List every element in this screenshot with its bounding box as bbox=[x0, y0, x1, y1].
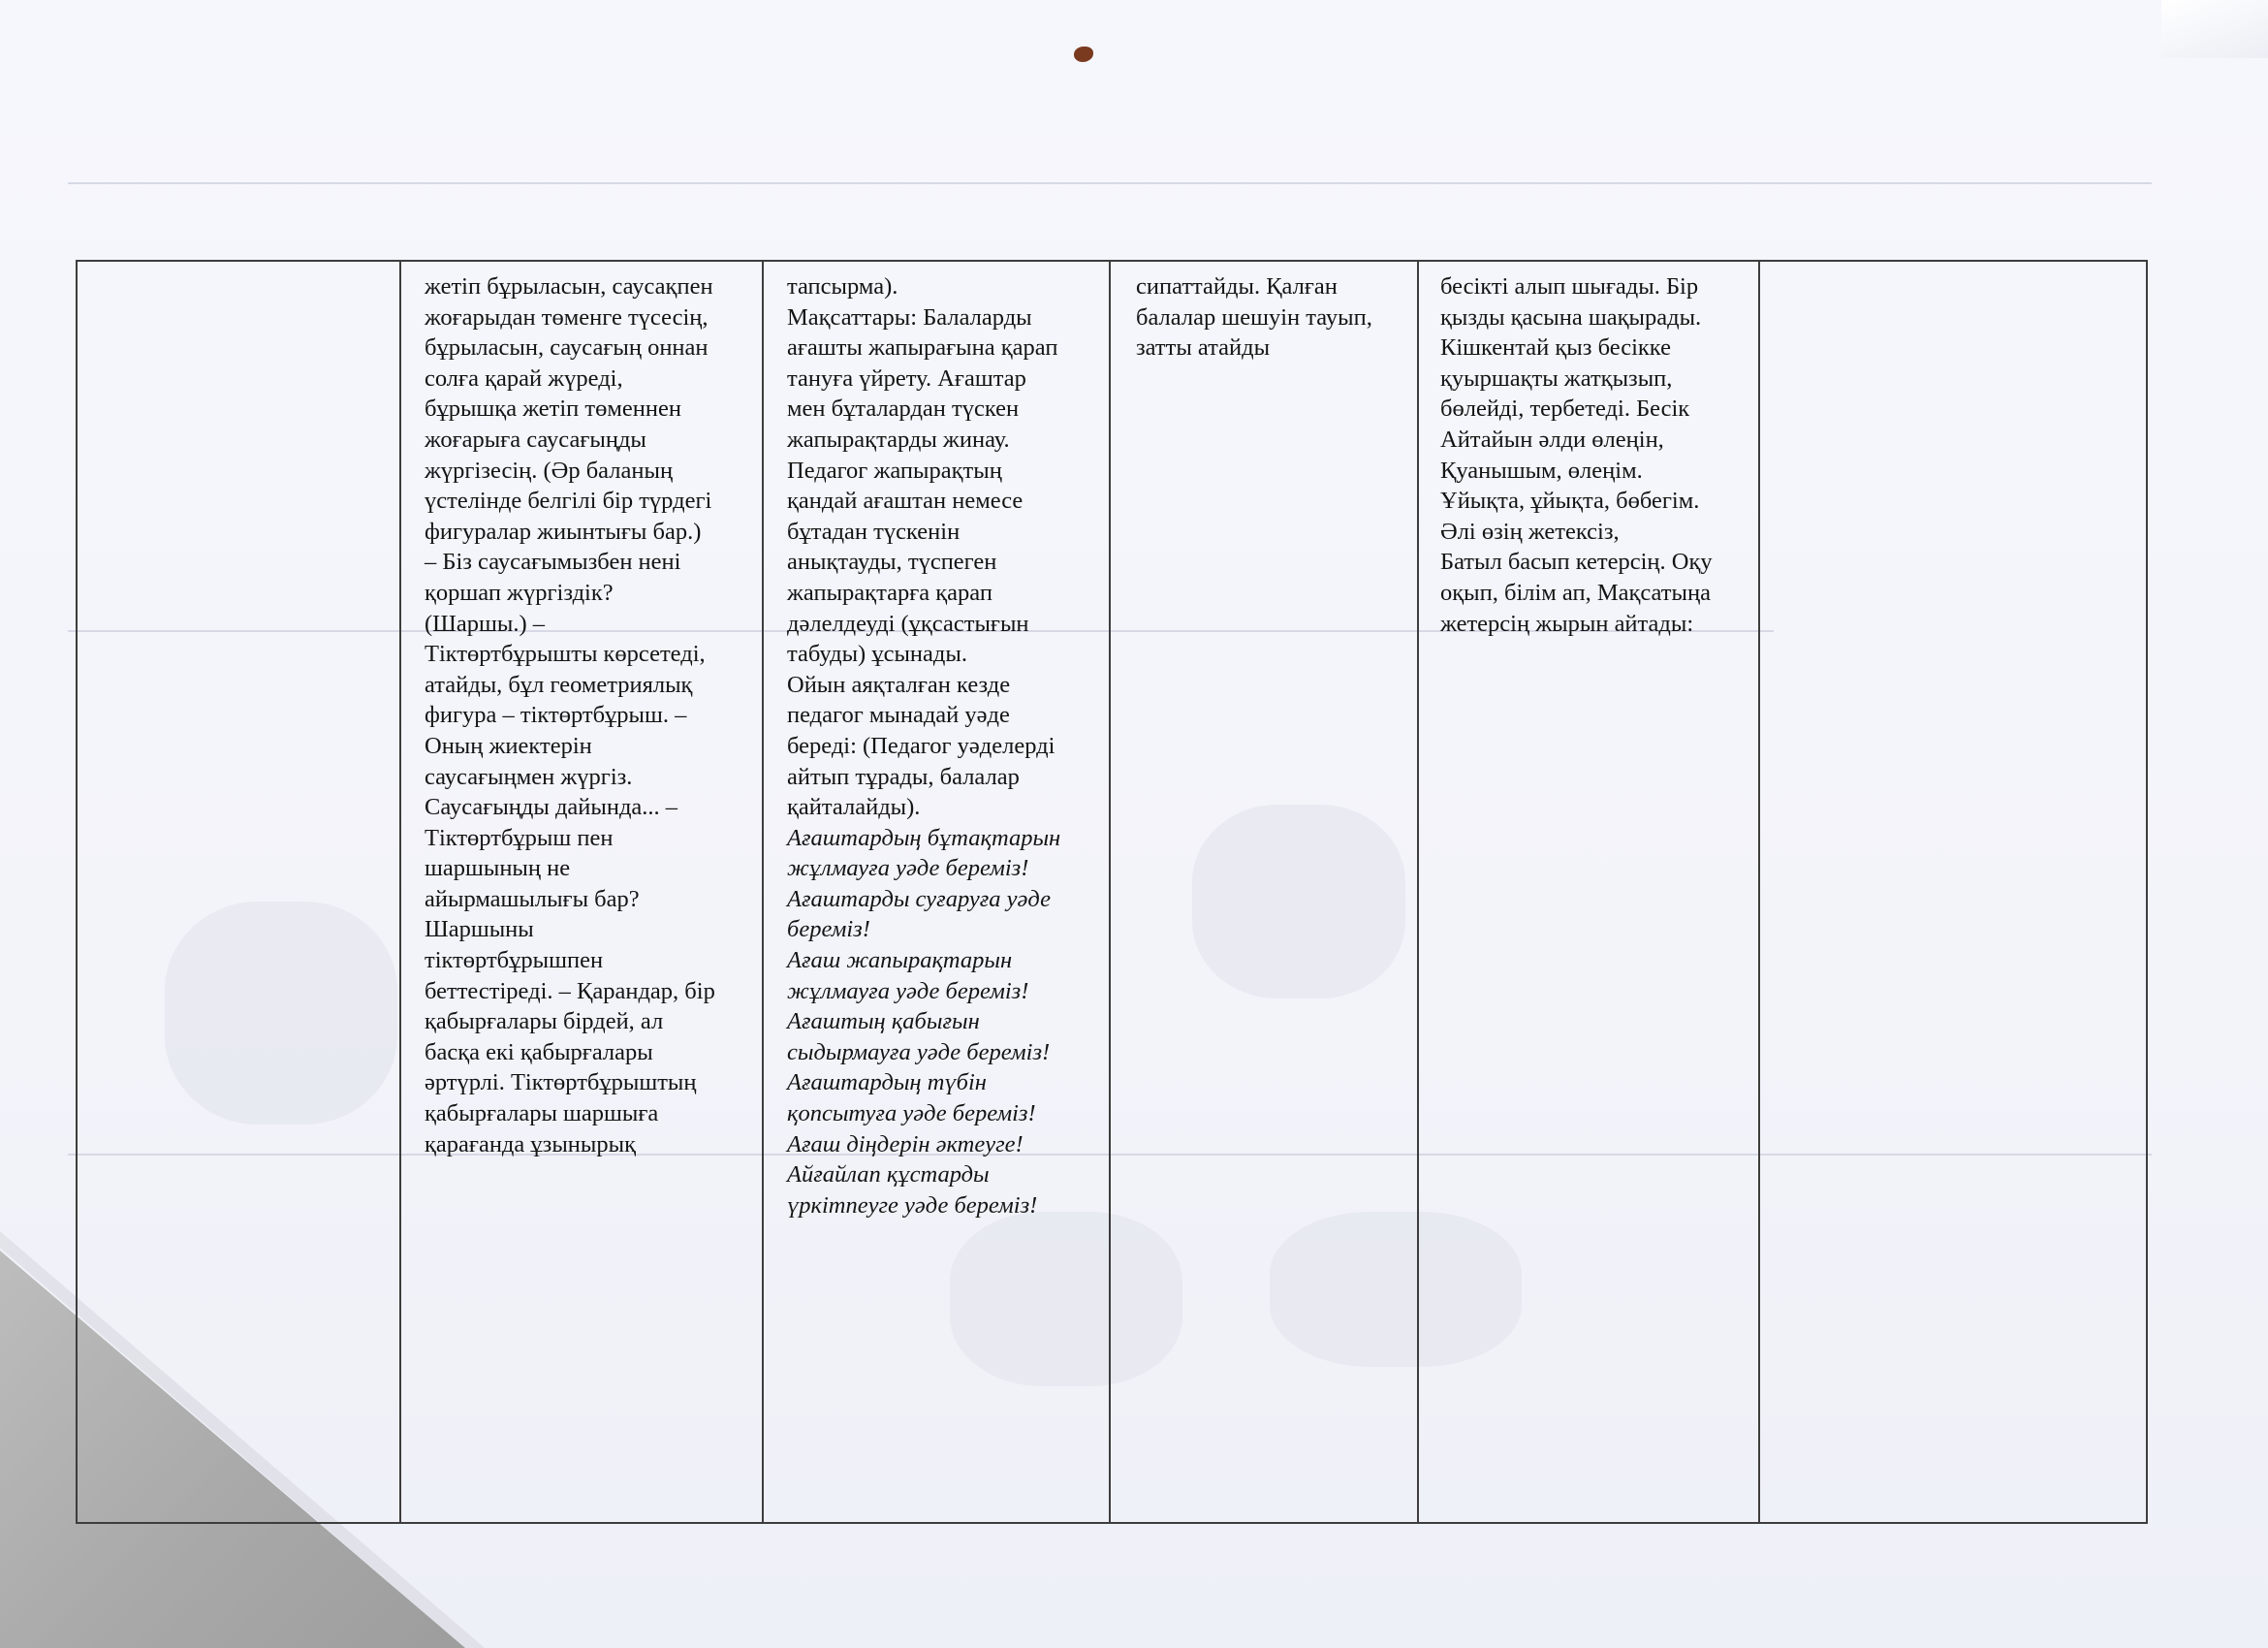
text-line: жоғарыдан төменге түсесің, bbox=[425, 303, 709, 331]
text-line: атайды, бұл геометриялық bbox=[425, 671, 693, 698]
text-line: балалар шешуін тауып, bbox=[1136, 303, 1372, 331]
text-line: бесікті алып шығады. Бір bbox=[1440, 273, 1699, 300]
text-line: үстелінде белгілі бір түрдегі bbox=[425, 488, 712, 515]
text-line: бөлейді, тербетеді. Бесік bbox=[1440, 396, 1690, 423]
column-divider bbox=[399, 260, 401, 1524]
bleed-line bbox=[68, 182, 2152, 184]
text-line: тануға үйрету. Ағаштар bbox=[787, 364, 1026, 392]
text-line: жоғарыға саусағыңды bbox=[425, 426, 646, 453]
text-line: шаршының не bbox=[425, 855, 571, 882]
text-line: жүргізесің. (Әр баланың bbox=[425, 457, 674, 484]
text-line: (Шаршы.) – bbox=[425, 610, 545, 637]
table-cell-lullaby bbox=[1440, 271, 1770, 639]
promise-line: сыдырмауға уәде береміз! bbox=[787, 1038, 1051, 1065]
text-line: Саусағыңды дайында... – bbox=[425, 794, 678, 821]
text-line: қандай ағаштан немесе bbox=[787, 488, 1024, 515]
text-line: табуды) ұсынады. bbox=[787, 641, 967, 668]
text-line: айырмашылығы бар? bbox=[425, 885, 640, 912]
text-line: Айтайын әлди өлеңін, bbox=[1440, 426, 1664, 453]
text-line: сипаттайды. Қалған bbox=[1136, 273, 1338, 300]
text-line: мен бұталардан түскен bbox=[787, 396, 1020, 423]
text-line: бұтадан түскенін bbox=[787, 518, 961, 545]
ink-stain bbox=[1074, 47, 1093, 62]
text-line: тіктөртбұрышпен bbox=[425, 947, 604, 974]
text-line: әртүрлі. Тіктөртбұрыштың bbox=[425, 1069, 697, 1096]
text-line: жетерсің жырын айтады: bbox=[1440, 610, 1694, 637]
text-line: ағашты жапырағына қарап bbox=[787, 334, 1058, 362]
table-cell-leaf-game bbox=[787, 271, 1117, 1220]
text-line: Ұйықта, ұйықта, бөбегім. bbox=[1440, 488, 1700, 515]
text-line: бұрыласын, саусағың оннан bbox=[425, 334, 709, 362]
text-line: Кішкентай қыз бесікке bbox=[1440, 334, 1671, 362]
text-line: беттестіреді. – Қарандар, бір bbox=[425, 977, 715, 1004]
text-line: бұрышқа жетіп төменнен bbox=[425, 396, 681, 423]
text-line: жапырақтарға қарап bbox=[787, 579, 992, 606]
text-line: фигура – тіктөртбұрыш. – bbox=[425, 702, 687, 729]
text-line: Шаршыны bbox=[425, 916, 534, 943]
promise-line: Ағаштардың бұтақтарын bbox=[787, 824, 1061, 851]
text-line: айтып тұрады, балалар bbox=[787, 763, 1020, 790]
text-line: Қуанышым, өлеңім. bbox=[1440, 457, 1643, 484]
text-line: дәлелдеуді (ұқсастығын bbox=[787, 610, 1029, 637]
text-line: – Біз саусағымызбен нені bbox=[425, 549, 681, 576]
text-line: анықтауды, түспеген bbox=[787, 549, 997, 576]
text-line: жапырақтарды жинау. bbox=[787, 426, 1010, 453]
text-line: басқа екі қабырғалары bbox=[425, 1038, 653, 1065]
table-cell-shape-activity bbox=[425, 271, 764, 1159]
text-line: затты атайды bbox=[1136, 334, 1271, 362]
text-line: тапсырма). bbox=[787, 273, 898, 300]
text-line: Батыл басып кетерсің. Оқу bbox=[1440, 549, 1713, 576]
promise-line: Ағаш діңдерін әктеуге! bbox=[787, 1130, 1024, 1157]
promise-line: жұлмауға уәде береміз! bbox=[787, 977, 1029, 1004]
promise-line: Ағаштарды суғаруға уәде bbox=[787, 885, 1051, 912]
text-line: жетіп бұрыласын, саусақпен bbox=[425, 273, 713, 300]
text-line: педагог мынадай уәде bbox=[787, 702, 1010, 729]
text-line: Мақсаттары: Балаларды bbox=[787, 303, 1032, 331]
page-corner-top bbox=[2161, 0, 2268, 58]
text-line: Тіктөртбұрышты көрсетеді, bbox=[425, 641, 706, 668]
promise-line: Ағаш жапырақтарын bbox=[787, 947, 1013, 974]
promise-line: Ағаштың қабығын bbox=[787, 1008, 980, 1035]
text-line: Тіктөртбұрыш пен bbox=[425, 824, 614, 851]
text-line: береді: (Педагог уәделерді bbox=[787, 732, 1055, 759]
text-line: солға қарай жүреді, bbox=[425, 364, 623, 392]
text-line: Оның жиектерін bbox=[425, 732, 592, 759]
text-line: Ойын аяқталған кезде bbox=[787, 671, 1011, 698]
text-line: оқып, білім ап, Мақсатыңа bbox=[1440, 579, 1711, 606]
text-line: Әлі өзің жетексіз, bbox=[1440, 518, 1620, 545]
promise-line: Ағаштардың түбін bbox=[787, 1069, 987, 1096]
text-line: қуыршақты жатқызып, bbox=[1440, 364, 1673, 392]
text-line: қабырғалары бірдей, ал bbox=[425, 1008, 664, 1035]
text-line: фигуралар жиынтығы бар.) bbox=[425, 518, 702, 545]
promise-line: жұлмауға уәде береміз! bbox=[787, 855, 1029, 882]
promise-line: үркітпеуге уәде береміз! bbox=[787, 1191, 1038, 1219]
promise-line: қопсытуға уәде береміз! bbox=[787, 1100, 1036, 1127]
text-line: саусағыңмен жүргіз. bbox=[425, 763, 633, 790]
promise-line: береміз! bbox=[787, 916, 870, 943]
text-line: Педагог жапырақтың bbox=[787, 457, 1002, 484]
column-divider bbox=[1417, 260, 1419, 1524]
text-line: қоршап жүргіздік? bbox=[425, 579, 614, 606]
text-line: қайталайды). bbox=[787, 794, 921, 821]
promise-line: Айғайлап құстарды bbox=[787, 1161, 990, 1188]
table-cell-riddle bbox=[1136, 271, 1427, 364]
text-line: қабырғалары шаршыға bbox=[425, 1100, 659, 1127]
text-line: қарағанда ұзынырық bbox=[425, 1130, 636, 1157]
text-line: қызды қасына шақырады. bbox=[1440, 303, 1702, 331]
